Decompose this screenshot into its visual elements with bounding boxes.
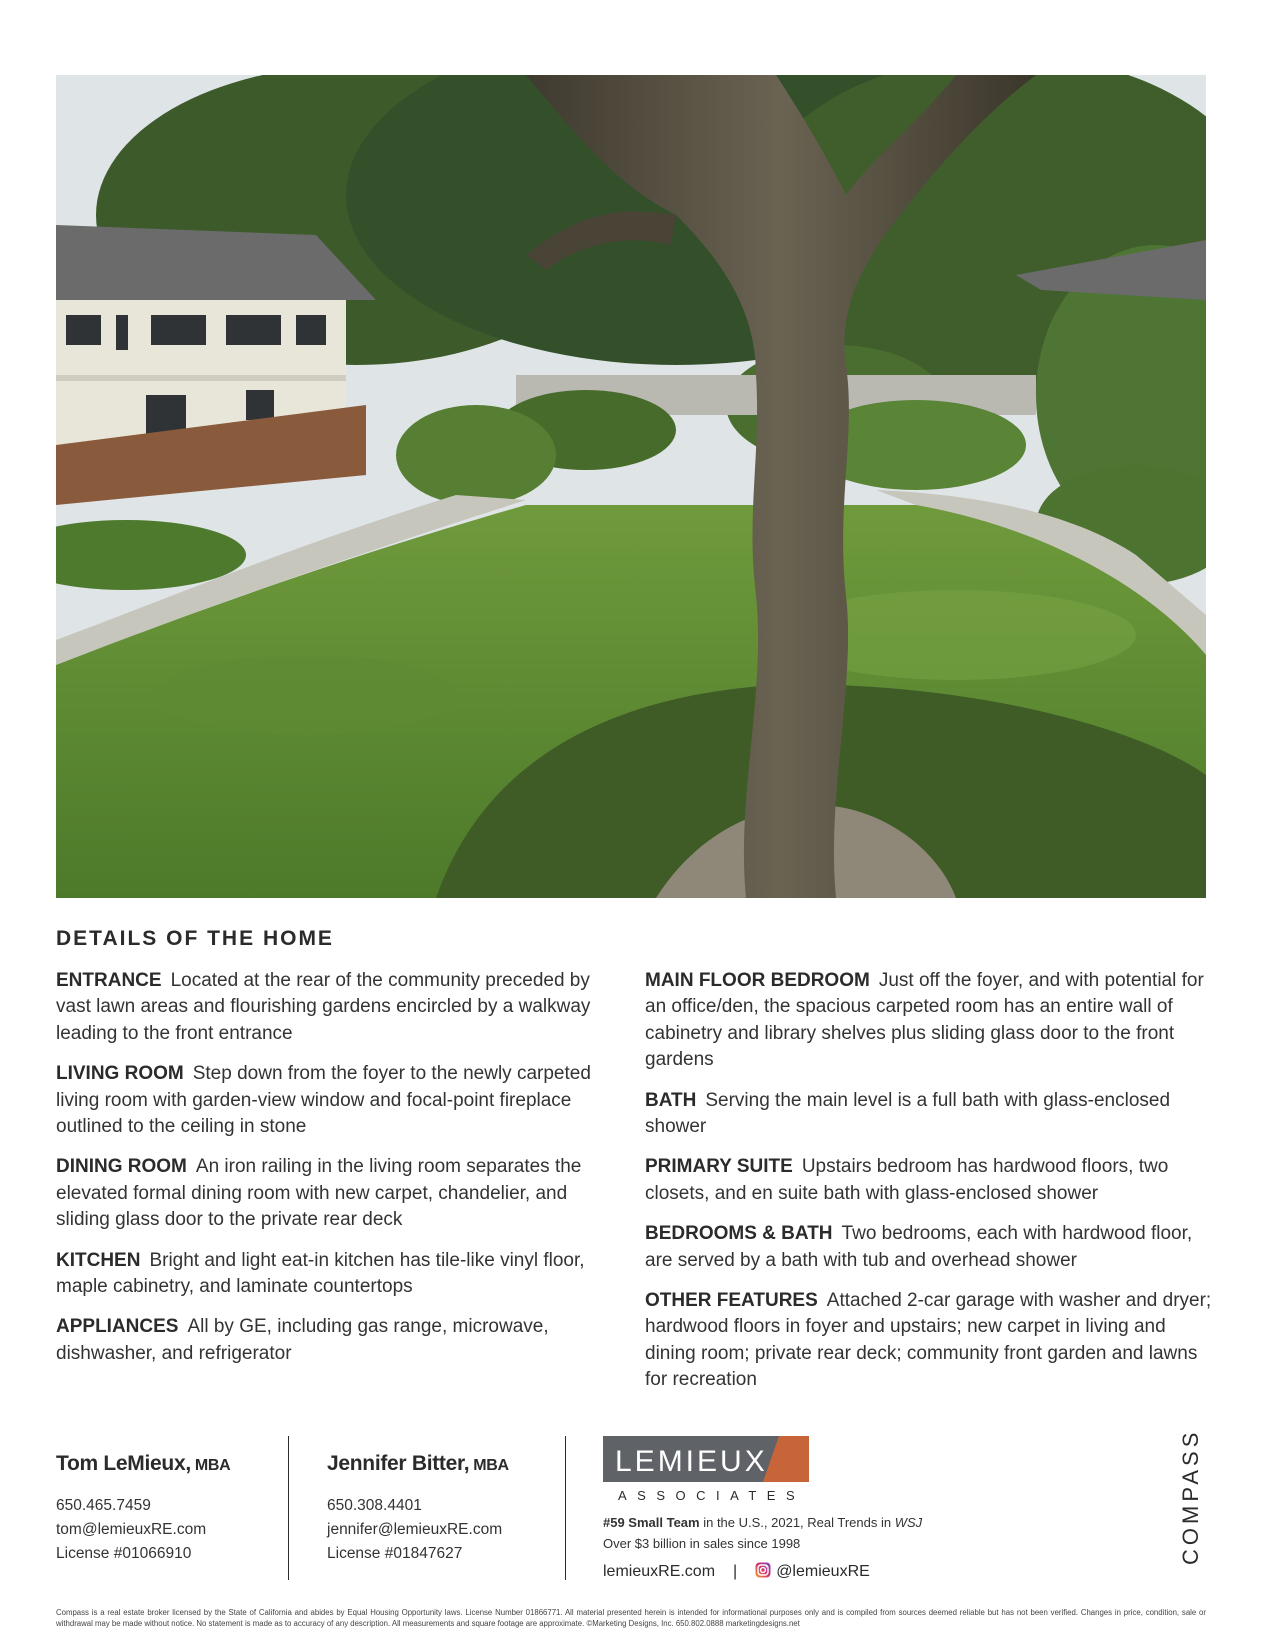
feature-label: OTHER FEATURES	[645, 1290, 818, 1312]
instagram-link[interactable]	[755, 1562, 870, 1581]
agent-jennifer-bitter	[327, 1452, 509, 1566]
feature-label: PRIMARY SUITE	[645, 1156, 793, 1178]
feature-label: LIVING ROOM	[56, 1063, 184, 1085]
logo-text: LEMIEUX	[615, 1445, 768, 1478]
agent-phone[interactable]: 650.465.7459	[56, 1497, 151, 1514]
details-left-column	[56, 968, 624, 1381]
divider	[565, 1436, 566, 1580]
agent-name	[56, 1452, 230, 1476]
hero-photo	[56, 75, 1206, 898]
feature-label: DINING ROOM	[56, 1156, 187, 1178]
feature-appliances	[56, 1314, 624, 1367]
instagram-icon	[755, 1562, 771, 1578]
agent-license: License #01066910	[56, 1545, 192, 1562]
agent-tom-lemieux	[56, 1452, 230, 1566]
brand-subtitle: ASSOCIATES	[618, 1488, 806, 1503]
rank-text: in the U.S., 2021, Real Trends in	[703, 1515, 892, 1530]
feature-kitchen	[56, 1248, 624, 1301]
feature-other-features	[645, 1288, 1215, 1394]
lemieux-logo	[603, 1436, 809, 1482]
agent-credential: MBA	[473, 1457, 509, 1474]
feature-living-room	[56, 1061, 624, 1140]
feature-entrance	[56, 968, 624, 1047]
link-separator: |	[733, 1562, 738, 1580]
feature-label: APPLIANCES	[56, 1316, 179, 1338]
rank-publication: WSJ	[894, 1515, 923, 1530]
feature-text: Serving the main level is a full bath with glass-enclosed shower	[645, 1089, 1171, 1138]
instagram-handle: @lemieuxRE	[776, 1563, 870, 1580]
feature-label: ENTRANCE	[56, 970, 162, 991]
disclaimer: Compass is a real estate broker licensed by the State of California and abides by Equal Housing Opportunity laws. License Number 01866771. All material presented herein is intended for informational purposes only and is compiled from sources deemed reliable but has not been verified. Changes in price, condition, sale or withdrawal may be made without notice. No statement is made as to accuracy of any description. All measurements and square footage are approximate. ©Marketing Designs, Inc. 650.802.0888 marketingdesigns.net	[56, 1608, 1206, 1628]
feature-label: KITCHEN	[56, 1249, 141, 1271]
feature-label: BATH	[645, 1089, 697, 1111]
brand-sales: Over $3 billion in sales since 1998	[603, 1536, 801, 1551]
landscape-photo-icon	[56, 75, 1206, 898]
agent-name-text: Tom LeMieux,	[56, 1452, 191, 1475]
agent-name-text: Jennifer Bitter,	[327, 1452, 470, 1475]
feature-primary-suite	[645, 1154, 1215, 1207]
feature-text: All by GE, including gas range, microwave, dishwasher, and refrigerator	[56, 1316, 549, 1364]
agent-name	[327, 1452, 509, 1476]
feature-text: An iron railing in the living room separates the elevated formal dining room with new carpet, chandelier, and sliding glass door to the private rear deck	[56, 1156, 582, 1231]
compass-logo: COMPASS	[1178, 1428, 1203, 1565]
feature-label: BEDROOMS & BATH	[645, 1223, 833, 1245]
feature-text: Located at the rear of the community preceded by vast lawn areas and flourishing gardens encircled by a walkway leading to the front entrance	[56, 970, 591, 1044]
agent-phone[interactable]: 650.308.4401	[327, 1497, 422, 1514]
feature-label: MAIN FLOOR BEDROOM	[645, 970, 870, 991]
feature-bath	[645, 1088, 1215, 1141]
brand-links	[603, 1562, 870, 1581]
agent-email[interactable]: tom@lemieuxRE.com	[56, 1521, 207, 1538]
feature-dining-room	[56, 1154, 624, 1233]
agent-email[interactable]: jennifer@lemieuxRE.com	[327, 1521, 503, 1538]
details-title: DETAILS OF THE HOME	[56, 927, 334, 950]
website-link[interactable]: lemieuxRE.com	[603, 1562, 716, 1580]
divider	[288, 1436, 289, 1580]
feature-main-floor-bedroom	[645, 968, 1215, 1074]
feature-bedrooms-bath	[645, 1221, 1215, 1274]
feature-text: Upstairs bedroom has hardwood floors, two closets, and en suite bath with glass-enclosed shower	[645, 1156, 1169, 1204]
feature-text: Just off the foyer, and with potential for an office/den, the spacious carpeted room has an entire wall of cabinetry and library shelves plus sliding glass door to the front gardens	[645, 970, 1204, 1071]
agent-credential: MBA	[194, 1457, 231, 1474]
feature-text: Attached 2-car garage with washer and dryer; hardwood floors in foyer and upstairs; new carpet in living and dining room; private rear deck; community front garden and lawns for recreation	[645, 1290, 1212, 1391]
brand-rank	[603, 1515, 922, 1530]
agent-license: License #01847627	[327, 1545, 463, 1562]
feature-text: Bright and light eat-in kitchen has tile-like vinyl floor, maple cabinetry, and laminate countertops	[56, 1249, 585, 1298]
feature-text: Two bedrooms, each with hardwood floor, are served by a bath with tub and overhead shower	[645, 1223, 1193, 1271]
feature-text: Step down from the foyer to the newly carpeted living room with garden-view window and focal-point fireplace outlined to the ceiling in stone	[56, 1063, 591, 1138]
rank-bold: #59 Small Team	[603, 1515, 700, 1530]
details-right-column	[645, 968, 1215, 1408]
